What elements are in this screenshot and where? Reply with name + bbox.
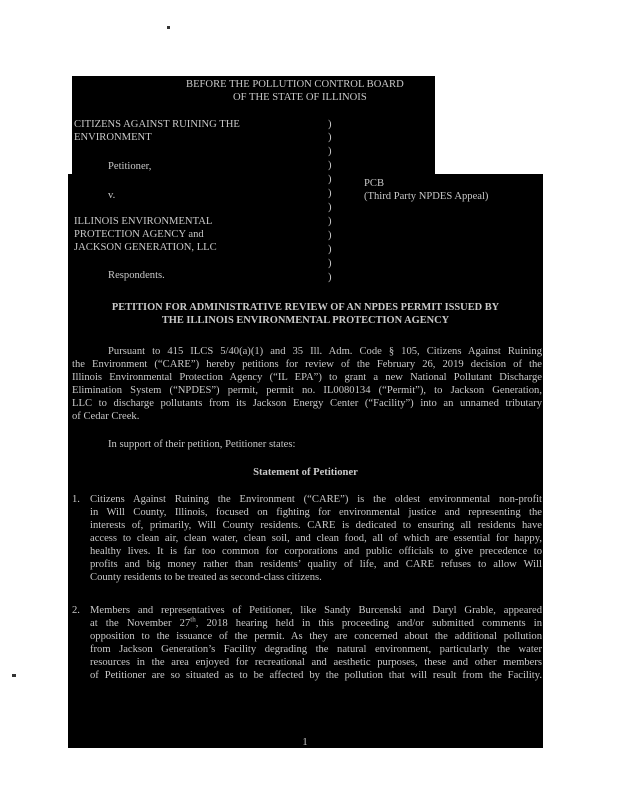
paragraph-line: resources in the area enjoyed for recreational and aesthetic purposes, these and other members [90,657,542,668]
paragraph-line: access to clean air, clean water, clean soil, and clean food, all of which are essential for happy, [90,533,542,544]
paragraph-line: in Will County, Illinois, focused on fighting for environmental justice and representing the [90,507,542,518]
paragraph-line: interests of, primarily, Will County residents. CARE is dedicated to ensuring all residents have [90,520,542,531]
paragraph-line: opposition to the issuance of the permit. As they are concerned about the additional pollution [90,631,542,642]
intro-line: Illinois Environmental Protection Agency (“IL EPA”) to grant a new National Pollutant Discharge [72,372,542,383]
caption-paren: ) [328,244,332,255]
caption-paren: ) [328,230,332,241]
caption-paren: ) [328,216,332,227]
caption-paren: ) [328,160,332,171]
paragraph-line [90,617,542,630]
respondent-name: ILLINOIS ENVIRONMENTAL [74,216,213,227]
paragraph-line: from Jackson Generation’s Facility degrading the natural environment, particularly the water [90,644,542,655]
case-type: (Third Party NPDES Appeal) [364,191,489,202]
paragraph-text: at the November 27 [90,618,191,629]
intro-line: the Environment (“CARE”) hereby petitions for review of the February 26, 2019 decision of the [72,359,542,370]
caption-paren: ) [328,119,332,130]
intro-line: Pursuant to 415 ILCS 5/40(a)(1) and 35 Ill. Adm. Code § 105, Citizens Against Ruining [108,346,542,357]
petitioner-name: ENVIRONMENT [74,132,152,143]
scan-speck [12,674,16,677]
caption-paren: ) [328,202,332,213]
caption-paren: ) [328,258,332,269]
paragraph-number: 2. [72,605,80,616]
respondent-name: JACKSON GENERATION, LLC [74,242,217,253]
intro-line: Elimination System (“NPDES”) permit, permit no. IL0080134 (“Permit”), to Jackson Generation, [72,385,542,396]
intro-line: LLC to discharge pollutants from its Jackson Energy Center (“Facility”) into an unnamed tributary [72,398,542,409]
support-statement: In support of their petition, Petitioner states: [108,439,296,450]
section-heading: Statement of Petitioner [253,467,358,478]
paragraph-line: County residents to be treated as second-class citizens. [90,572,322,583]
petition-title: THE ILLINOIS ENVIRONMENTAL PROTECTION AGENCY [161,315,450,326]
paragraph-line: Members and representatives of Petitioner, like Sandy Burcenski and Daryl Grable, appeared [90,605,542,616]
paragraph-line: Citizens Against Ruining the Environment (“CARE”) is the oldest environmental non-profit [90,494,542,505]
intro-line: of Cedar Creek. [72,411,140,422]
paragraph-text: , 2018 hearing held in this proceeding and/or submitted comments in [195,618,542,629]
respondent-role: Respondents. [108,270,165,281]
scan-speck [167,26,170,29]
case-number-label: PCB [364,178,385,189]
petitioner-name: CITIZENS AGAINST RUINING THE [74,119,240,130]
petitioner-role: Petitioner, [108,161,152,172]
ordinal-suffix: th [190,615,196,624]
paragraph-line: healthy lives. It is far too common for corporations and public officials to give precedence to [90,546,542,557]
paragraph-line: of Petitioner are so situated as to be affected by the pollution that will result from the Facility. [90,670,542,681]
caption-paren: ) [328,188,332,199]
petition-title: PETITION FOR ADMINISTRATIVE REVIEW OF AN NPDES PERMIT ISSUED BY [111,302,500,313]
caption-paren: ) [328,132,332,143]
versus: v. [108,190,116,201]
state-name: OF THE STATE OF ILLINOIS [233,92,367,103]
caption-paren: ) [328,146,332,157]
page-number: 1 [302,737,308,748]
caption-paren: ) [328,272,332,283]
paragraph-line: profits and big money rather than residents’ quality of life, and CARE refuses to allow Will [90,559,542,570]
paragraph-number: 1. [72,494,80,505]
caption-paren: ) [328,174,332,185]
board-name: BEFORE THE POLLUTION CONTROL BOARD [186,79,404,90]
respondent-name: PROTECTION AGENCY and [74,229,204,240]
